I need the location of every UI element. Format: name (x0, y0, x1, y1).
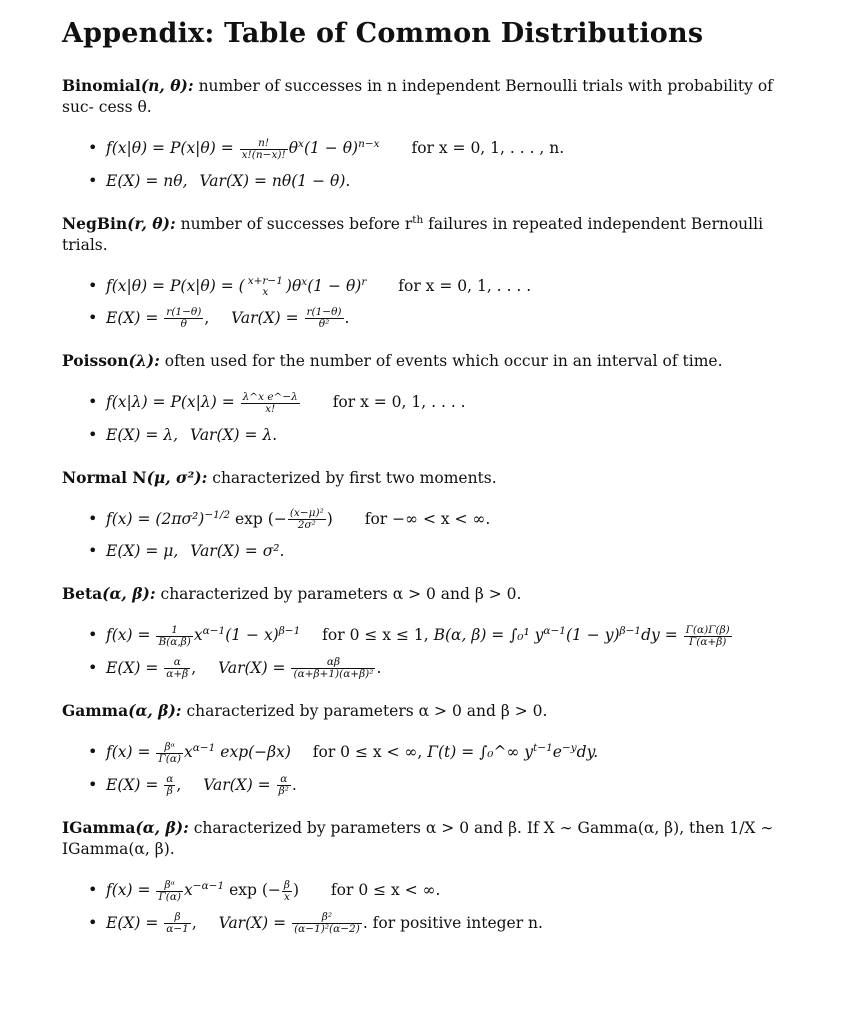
distribution-description-tail: failures in repeated independent Bernoulli trials. (62, 214, 764, 254)
binomial-bottom: x (262, 285, 269, 298)
pdf-formula (88, 274, 782, 298)
variance-formula: Var(X) = λ. (190, 425, 278, 444)
beta-exponent: β−1 (619, 624, 642, 637)
distribution-binomial (62, 75, 782, 193)
fraction-denominator: (α+β+1)(α+β)² (293, 668, 374, 680)
distribution-description: number of successes before r (180, 214, 413, 233)
mean-formula: E(X) = λ, (106, 425, 179, 444)
pdf-exponent: −1/2 (204, 508, 231, 521)
pdf-fraction (156, 625, 192, 648)
fraction-denominator: x (283, 890, 290, 903)
distribution-heading (62, 467, 782, 489)
beta-function: B(α, β) = ∫₀¹ y (433, 626, 544, 644)
pdf-fraction (240, 138, 288, 161)
distribution-description: characterized by parameters α > 0 and β > 0. (160, 585, 522, 603)
mean-fraction (164, 912, 191, 935)
pdf-term: x (184, 743, 193, 761)
formula-list (62, 878, 782, 935)
fraction-numerator: Γ(α)Γ(β) (685, 623, 730, 636)
pdf-term: )θ (285, 276, 302, 295)
mean-lhs: E(X) = (106, 775, 159, 794)
fraction-numerator: λ^x e^−λ (242, 390, 298, 403)
distribution-heading (62, 817, 782, 860)
variance-fraction (277, 774, 291, 797)
fraction-numerator: n! (240, 138, 288, 150)
distribution-params: (μ, σ²): (146, 467, 208, 487)
binomial-coefficient (246, 276, 285, 298)
fraction-numerator: β² (292, 912, 362, 924)
pdf-lhs: f(x) = (106, 626, 151, 644)
moments-formula (88, 539, 782, 563)
fraction-denominator: (α−1)²(α−2) (294, 923, 360, 935)
fraction-denominator: β (166, 785, 173, 797)
fraction-denominator: α−1 (166, 923, 189, 935)
mean-lhs: E(X) = (106, 308, 159, 327)
pdf-lhs: f(x|λ) = P(x|λ) = (106, 393, 235, 411)
distribution-name: Binomial (62, 76, 141, 95)
formula-list (62, 623, 782, 680)
variance-lhs: Var(X) = (203, 775, 271, 794)
pdf-fraction (288, 508, 326, 531)
fraction-denominator: θ (180, 318, 187, 330)
pdf-term: x (193, 626, 203, 644)
mean-formula: E(X) = μ, (106, 542, 179, 560)
pdf-exponent: r (361, 275, 367, 288)
description-superscript: th (412, 213, 424, 226)
moments-formula: • E(X) = $\frac{\alpha}{\alpha+\beta}$ , Var(X) = $\frac{\alpha\beta}{\text{(α+β+1)(α+β)²}}$ . (88, 656, 782, 681)
formula-list (62, 136, 782, 193)
distribution-heading (62, 350, 782, 372)
distribution-params: (λ): (128, 351, 160, 370)
formula-list (62, 274, 782, 331)
distribution-name: Poisson (62, 351, 129, 370)
paren-open: (− (261, 881, 281, 899)
formula-list (62, 507, 782, 564)
variance-lhs: Var(X) = (218, 658, 286, 677)
distribution-description: characterized by parameters α > 0 and β > 0. (186, 702, 548, 720)
distribution-description: often used for the number of events which occur in an interval of time. (164, 352, 723, 370)
fraction-denominator: Γ(α+β) (688, 635, 727, 648)
pdf-fraction (156, 880, 183, 903)
pdf-formula (88, 740, 782, 765)
variance-formula: Var(X) = nθ(1 − θ). (199, 171, 351, 190)
binomial-top: x+r−1 (247, 274, 283, 287)
exp-function: exp (235, 509, 263, 528)
pdf-exponent: β−1 (278, 624, 301, 637)
pdf-term: x (184, 881, 193, 899)
distribution-heading (62, 75, 782, 118)
pdf-formula (88, 878, 782, 903)
pdf-support: for x = 0, 1, . . . . (332, 393, 466, 411)
distribution-name: Normal N (62, 467, 147, 487)
variance-lhs: Var(X) = (231, 308, 299, 327)
pdf-support: for 0 ≤ x ≤ 1, (322, 626, 429, 644)
fraction-denominator: θ² (318, 318, 330, 330)
distribution-params: (n, θ): (140, 76, 194, 95)
pdf-exponent: α−1 (202, 624, 226, 637)
pdf-fraction (156, 742, 183, 765)
pdf-exponent: −α−1 (192, 879, 225, 892)
variance-fraction (305, 307, 344, 330)
variance-note: for positive integer n. (372, 913, 543, 932)
fraction-numerator: β (283, 878, 290, 891)
mean-fraction (164, 657, 190, 680)
pdf-exponent: α−1 (192, 741, 216, 754)
distribution-beta (62, 583, 782, 680)
fraction-denominator: Γ(α) (158, 752, 182, 765)
pdf-exponent: x (298, 137, 304, 150)
fraction-numerator: r(1−θ) (166, 306, 202, 318)
formula-list (62, 390, 782, 447)
fraction-denominator: x! (265, 402, 276, 415)
fraction-denominator: β² (278, 785, 289, 797)
gamma-term: dy. (576, 743, 599, 761)
gamma-exponent: t−1 (533, 741, 553, 754)
variance-formula: Var(X) = σ². (190, 542, 285, 560)
pdf-formula (88, 390, 782, 415)
mean-lhs: E(X) = (106, 658, 159, 677)
beta-exponent: α−1 (543, 624, 566, 637)
mean-fraction (164, 774, 175, 797)
distribution-params: (r, θ): (127, 213, 176, 233)
pdf-term: (1 − x) (225, 626, 279, 644)
page-title: Appendix: Table of Common Distributions (62, 18, 704, 49)
pdf-lhs: f(x|θ) = P(x|θ) = ( (106, 276, 245, 295)
moments-formula (88, 423, 782, 447)
distribution-name: NegBin (62, 213, 128, 233)
pdf-lhs: f(x) = (106, 743, 151, 761)
variance-fraction (291, 657, 375, 680)
exp-function: exp (229, 881, 257, 899)
distribution-poisson (62, 350, 782, 447)
distribution-negbin (62, 213, 782, 331)
pdf-formula (88, 136, 782, 161)
distribution-params: (α, β): (128, 701, 182, 720)
fraction-numerator: α (164, 657, 190, 669)
gamma-term: e (552, 743, 562, 761)
fraction-numerator: α (277, 774, 291, 786)
distribution-heading (62, 700, 782, 722)
pdf-support: for x = 0, 1, . . . . (398, 276, 532, 295)
distribution-description: characterized by parameters α > 0 and β. If X ∼ Gamma(α, β), then 1/X ∼ IGamma(α, β). (62, 819, 774, 858)
fraction-numerator: 1 (156, 625, 192, 637)
beta-term: (1 − y) (565, 626, 620, 644)
fraction-denominator: Γ(α) (158, 890, 182, 903)
fraction-denominator: B(α,β) (158, 635, 191, 648)
pdf-term: (1 − θ) (307, 276, 362, 295)
gamma-exponent: −y (561, 741, 577, 754)
distribution-params: (α, β): (102, 584, 156, 603)
pdf-term: exp(−βx) (220, 743, 291, 761)
pdf-support: for 0 ≤ x < ∞. (330, 881, 441, 899)
pdf-exponent: x (301, 275, 308, 288)
fraction-denominator: 2σ² (297, 519, 316, 531)
pdf-support: for −∞ < x < ∞. (364, 509, 491, 528)
mean-formula: E(X) = nθ, (106, 171, 188, 190)
gamma-function: Γ(t) = ∫₀^∞ y (427, 743, 534, 761)
distribution-description: characterized by first two moments. (212, 468, 497, 487)
pdf-support: for x = 0, 1, . . . , n. (411, 139, 565, 157)
beta-term: dy = (641, 626, 678, 644)
pdf-lhs: f(x) = (106, 881, 151, 899)
fraction-numerator: αβ (291, 657, 375, 669)
pdf-formula (88, 623, 782, 648)
fraction-denominator: x!(n−x)! (241, 148, 286, 161)
fraction-numerator: α (166, 773, 174, 785)
distribution-igamma (62, 817, 782, 935)
formula-list (62, 740, 782, 797)
document-page (62, 18, 782, 955)
pdf-lhs: f(x|θ) = P(x|θ) = (106, 139, 234, 157)
moments-formula (88, 169, 782, 193)
mean-fraction (164, 307, 203, 330)
mean-lhs: E(X) = (106, 913, 159, 932)
moments-formula: • E(X) = $\frac{\beta}{\alpha-1}$ , Var(X) = $\frac{\text{β²}}{\text{(α−1)²(α−2)}}$ . for positive integer n. (88, 911, 782, 936)
variance-fraction (292, 912, 362, 935)
fraction-numerator: β (164, 912, 191, 924)
moments-formula: • E(X) = $\frac{r(1-\theta)}{\theta}$ , Var(X) = $\frac{r(1-\theta)}{\text{θ²}}$ . (88, 306, 782, 331)
distribution-heading (62, 213, 782, 256)
paren-open: (− (267, 509, 287, 528)
fraction-denominator: α+β (166, 668, 189, 680)
pdf-exponent: n−x (358, 137, 380, 150)
distribution-params: (α, β): (135, 818, 189, 837)
distribution-name: IGamma (62, 818, 136, 837)
fraction-numerator: βᵅ (156, 742, 183, 754)
fraction-numerator: r(1−θ) (306, 306, 342, 318)
distribution-name: Gamma (62, 701, 129, 720)
beta-fraction (684, 625, 732, 648)
pdf-term: θ (288, 139, 299, 157)
distribution-gamma (62, 700, 782, 797)
pdf-term: (1 − θ) (303, 139, 359, 157)
inner-fraction (282, 880, 292, 903)
distribution-description: number of successes in n independent Bernoulli trials with probability of suc- cess θ. (62, 77, 773, 116)
pdf-support: for 0 ≤ x < ∞, (312, 743, 423, 761)
pdf-fraction (241, 392, 300, 415)
pdf-formula (88, 507, 782, 532)
fraction-numerator: (x−μ)² (289, 507, 324, 519)
paren-close: ) (326, 509, 333, 528)
distribution-normal (62, 467, 782, 564)
paren-close: ) (292, 881, 300, 899)
moments-formula: • E(X) = $\frac{\alpha}{\beta}$ , Var(X) = $\frac{\alpha}{\text{β²}}$ . (88, 773, 782, 798)
distribution-heading (62, 583, 782, 605)
variance-lhs: Var(X) = (218, 913, 287, 932)
pdf-lhs: f(x) = (2πσ²) (106, 509, 205, 528)
distribution-name: Beta (62, 584, 103, 603)
fraction-numerator: βᵅ (156, 880, 183, 892)
